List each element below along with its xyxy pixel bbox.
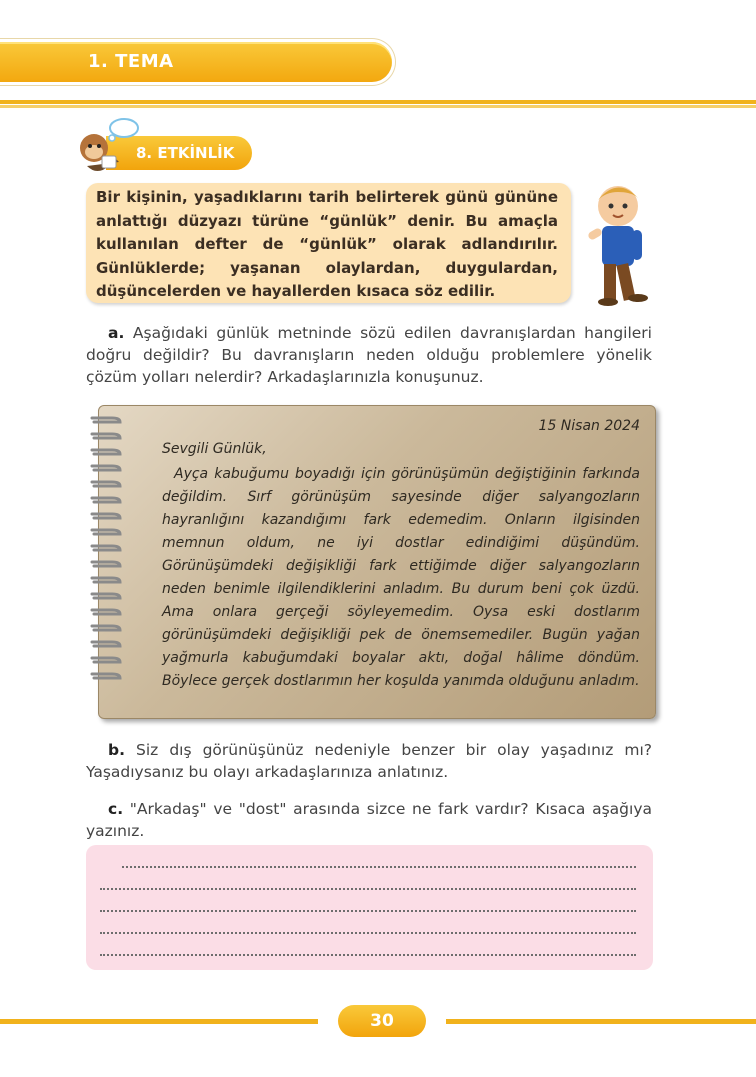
- boy-illustration-icon: [572, 178, 662, 308]
- question-a-text: Aşağıdaki günlük metninde sözü edilen davranışlardan hangileri doğru değildir? Bu davranışların neden olduğu problemlere yönelik çözüm yolları nelerdir? Arkadaşlarınızla konuşunuz.: [86, 324, 652, 386]
- spiral-binding-icon: [88, 408, 128, 708]
- page-number: 30: [370, 1011, 394, 1031]
- theme-banner: [0, 42, 392, 82]
- info-text: Bir kişinin, yaşadıklarını tarih belirterek günü gününe anlattığı düzyazı türüne “günlük” denir. Bu amaçla kullanılan defter de “günlük” olarak adlandırılır. Günlüklerde; yaşanan olaylardan, duygulardan, düşüncelerden ve hayallerden kısaca söz edilir.: [96, 188, 558, 300]
- question-b-text: Siz dış görünüşünüz nedeniyle benzer bir olay yaşadınız mı? Yaşadıysanız bu olayı arkadaşlarınıza anlatınız.: [86, 741, 652, 781]
- question-a: [86, 322, 652, 388]
- diary-date: 15 Nisan 2024: [538, 418, 640, 434]
- footer-rule-right: [446, 1019, 756, 1024]
- answer-line[interactable]: [100, 910, 636, 912]
- monkey-mascot-icon: [72, 118, 142, 178]
- answer-box[interactable]: [86, 845, 653, 970]
- question-a-label: a.: [108, 324, 125, 342]
- diary-greeting: Sevgili Günlük,: [162, 441, 267, 457]
- question-b-label: b.: [108, 741, 125, 759]
- answer-line[interactable]: [122, 866, 636, 868]
- diary-body: Ayça kabuğumu boyadığı için görünüşümün değiştiğinin farkında değildim. Sırf görünüşüm sayesinde diğer salyangozların hayranlığını kazandığımı fark edemedim. Onların ilgisinden memnun oldum, ne iyi dostlar edindiğimi düşündüm. Görünüşümdeki değişikliği fark ettiğimde diğer salyangozların neden benimle ilgilendiklerini anladım. Bu durum beni çok üzdü. Ama onlara gerçeği söyleyemedim. Oysa eski dostlarım görünüşümdeki değişikliği pek de önemsemediler. Bugün yağan yağmurla kabuğumdaki boyalar aktı, doğal hâlime döndüm. Böylece gerçek dostlarımın her koşulda yanımda olduğunu anladım.: [162, 466, 640, 689]
- question-b: [86, 739, 652, 783]
- page-number-badge: [338, 1005, 426, 1037]
- activity-title: 8. ETKİNLİK: [136, 144, 235, 162]
- header-rule: [0, 100, 756, 104]
- header-rule-secondary: [0, 105, 756, 108]
- footer-rule-left: [0, 1019, 318, 1024]
- answer-line[interactable]: [100, 932, 636, 934]
- question-c-text: "Arkadaş" ve "dost" arasında sizce ne fark vardır? Kısaca aşağıya yazınız.: [86, 800, 652, 840]
- answer-line[interactable]: [100, 954, 636, 956]
- answer-line[interactable]: [100, 888, 636, 890]
- theme-title: 1. TEMA: [88, 51, 174, 72]
- question-c: [86, 798, 652, 842]
- question-c-label: c.: [108, 800, 124, 818]
